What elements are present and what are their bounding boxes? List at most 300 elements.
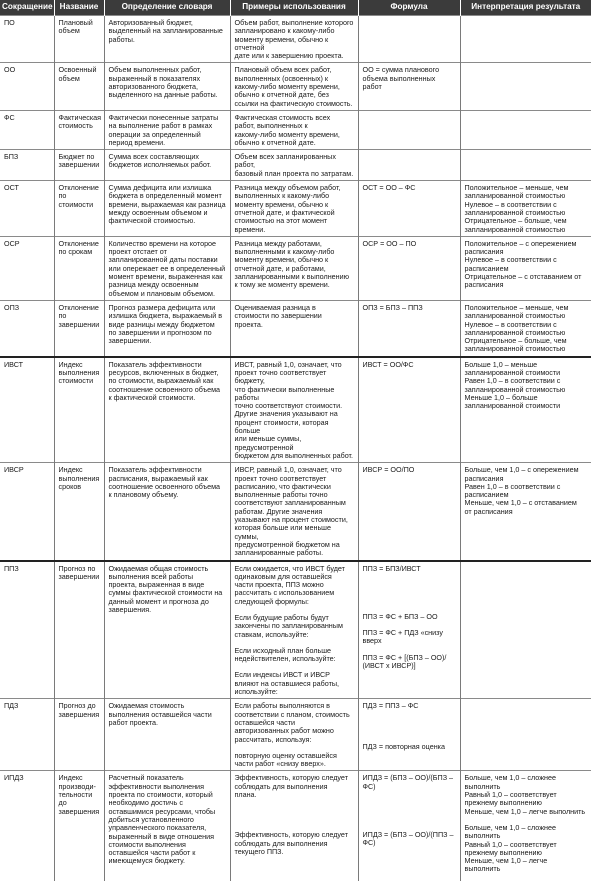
- cell-interpretation: [460, 300, 591, 356]
- table-row: [0, 63, 591, 110]
- cell-text-line: бюджетом для выполненных работ.: [234, 450, 354, 460]
- cell-text-line: Отрицательное – с отставанием от: [464, 272, 582, 282]
- cell-text-line: Показатель эффективности: [108, 359, 202, 369]
- cell-examples: [230, 63, 358, 110]
- cell-text-line: Меньше 1,0 – больше: [464, 392, 538, 402]
- cell-text-line: Эффективность, которую следует: [234, 830, 348, 840]
- cell-text-line: завершении: [58, 571, 100, 581]
- cell-interpretation: [460, 63, 591, 110]
- cell-text-line: Бюджет по: [58, 152, 95, 162]
- cell-text-line: ПДЗ: [4, 701, 19, 711]
- cell-text-line: проекта.: [234, 319, 263, 329]
- cell-text-line: ИВСТ: [4, 359, 24, 369]
- cell-text-line: расписания: [464, 247, 504, 257]
- cell-spacer: [235, 807, 355, 815]
- cell-text-line: Эффективность, которую следует: [234, 773, 348, 783]
- cell-text-line: необходимо достичь с: [108, 798, 184, 808]
- cell-text-line: Больше, чем 1,0 – сложнее: [464, 822, 556, 832]
- cell-abbreviation: [0, 110, 54, 149]
- cell-text-line: Равный 1,0 – соответствует: [464, 790, 557, 800]
- cell-text-line: влияют на оставшиеся работы,: [234, 678, 340, 688]
- cell-text-line: соответствии с планом, стоимость: [234, 709, 350, 719]
- cell-formula: [358, 561, 460, 699]
- cell-text-line: ИВСР, равный 1,0, означает, что: [234, 465, 342, 475]
- cell-text-line: соблюдать для выполнения: [234, 838, 328, 848]
- cell-text-line: какому-либо моменту времени,: [234, 129, 340, 139]
- cell-text-line: соотношение освоенного объема: [108, 384, 221, 394]
- cell-text-line: выполненных к какому-либо: [234, 191, 330, 201]
- cell-text-line: суммы фактической стоимости на: [108, 588, 223, 598]
- cell-interpretation: [460, 699, 591, 771]
- header-row: [0, 0, 591, 16]
- cell-text-line: бюджетов исполняемых работ.: [108, 160, 212, 170]
- cell-examples: [230, 150, 358, 181]
- cell-text-line: ПДЗ = повторная оценка: [362, 741, 445, 751]
- cell-text-line: рассчитать с использованием: [234, 588, 335, 598]
- cell-spacer: [363, 719, 457, 727]
- cell-text-line: авторизованных работ можно: [234, 726, 334, 736]
- cell-examples: [230, 463, 358, 561]
- cell-text-line: ресурсов, включенных в бюджет,: [108, 367, 219, 377]
- cell-text-line: работ проекта.: [108, 717, 159, 727]
- cell-text-line: дате или к завершению проекта.: [234, 51, 344, 61]
- cell-text-line: выполненными к какому-либо: [234, 247, 335, 257]
- cell-text-line: недействителен, используйте:: [234, 654, 336, 664]
- cell-interpretation: [460, 150, 591, 181]
- cell-interpretation: [460, 561, 591, 699]
- cell-text-line: Другие значения указывают на: [234, 409, 338, 419]
- cell-text-line: проект точно соответствует бюджету,: [234, 367, 327, 386]
- cell-text-line: обычно к отчетной дате, без: [234, 90, 329, 100]
- cell-definition: [104, 16, 230, 63]
- cell-spacer: [235, 799, 355, 807]
- cell-abbreviation: [0, 771, 54, 881]
- cell-definition: [104, 771, 230, 881]
- cell-examples: [230, 16, 358, 63]
- cell-text-line: моменту времени, обычно к: [234, 199, 329, 209]
- cell-text-line: выполнения оставшейся части: [108, 709, 212, 719]
- cell-formula: [358, 300, 460, 356]
- cell-text-line: расписанию, что фактически: [234, 481, 331, 491]
- cell-definition: [104, 181, 230, 237]
- cell-interpretation: [460, 463, 591, 561]
- table-row: [0, 181, 591, 237]
- cell-spacer: [363, 815, 457, 823]
- cell-definition: [104, 63, 230, 110]
- cell-text-line: операции за определенный: [108, 129, 201, 139]
- cell-spacer: [363, 727, 457, 735]
- cell-text-line: обычно к отчетной дате.: [234, 137, 316, 147]
- cell-text-line: работам. Другие значения: [234, 506, 323, 516]
- cell-text-line: одинаковым для оставшейся: [234, 571, 332, 581]
- table-row: [0, 110, 591, 149]
- cell-text-line: проект отстает от: [108, 247, 167, 257]
- cell-text-line: излишка бюджета, выражаемый в: [108, 311, 223, 321]
- cell-abbreviation: [0, 16, 54, 63]
- cell-formula: [358, 150, 460, 181]
- table-row: [0, 16, 591, 63]
- cell-spacer: [363, 589, 457, 597]
- cell-text-line: стоимостью на этот момент времени.: [234, 216, 328, 234]
- cell-text-line: оставшимися ресурсами, чтобы: [108, 806, 216, 816]
- cell-text-line: ссылки на фактическую стоимость.: [234, 98, 353, 108]
- cell-text-line: расписанием: [464, 490, 509, 500]
- cell-text-line: Если будущие работы будут: [234, 613, 329, 622]
- cell-text-line: Индекс: [58, 465, 83, 475]
- cell-text-line: плана.: [234, 790, 257, 800]
- cell-text-line: разница между освоенным: [108, 280, 199, 290]
- column-header-abbreviation: Сокращение: [0, 0, 54, 16]
- cell-text-line: Объем работ, выполнение которого: [234, 18, 354, 27]
- cell-text-line: Если ожидается, что ИВСТ будет: [234, 563, 345, 573]
- cell-formula: [358, 63, 460, 110]
- cell-text-line: Меньше, чем 1,0 – легче: [464, 856, 548, 866]
- cell-name: [54, 16, 104, 63]
- cell-text-line: ППЗ = ФС + ПДЗ «снизу: [362, 628, 443, 638]
- cell-text-line: выраженный в виде отношения: [108, 831, 214, 841]
- cell-interpretation: [460, 771, 591, 881]
- cell-text-line: ППЗ = БПЗ/ИВСТ: [362, 563, 421, 573]
- cell-text-line: Меньше, чем 1,0 – легче выполнить: [464, 806, 586, 816]
- cell-text-line: соотношение освоенного объема: [108, 481, 221, 491]
- cell-text-line: точно соответствуют стоимости.: [234, 401, 343, 411]
- cell-interpretation: [460, 357, 591, 463]
- cell-text-line: сроков: [58, 481, 82, 491]
- cell-text-line: виде разницы между бюджетом: [108, 319, 215, 329]
- cell-text-line: Нулевое – в соответствии с: [464, 199, 557, 209]
- cell-text-line: части работ «снизу вверх».: [234, 759, 326, 769]
- cell-text-line: следующей формулы:: [234, 596, 309, 606]
- cell-text-line: Если исходный план больше: [234, 645, 332, 655]
- cell-spacer: [363, 573, 457, 581]
- cell-text-line: ИВСР: [4, 465, 24, 475]
- cell-text-line: Сумма всех составляющих: [108, 152, 199, 162]
- cell-text-line: указывают на процент стоимости,: [234, 515, 348, 525]
- cell-text-line: Меньше, чем 1,0 – с отставанием: [464, 498, 577, 508]
- cell-definition: [104, 357, 230, 463]
- cell-text-line: Отрицательное – больше, чем: [464, 336, 567, 346]
- cell-text-line: выполненные работы точно: [234, 490, 328, 500]
- cell-text-line: запланировано к какому-либо: [234, 26, 335, 36]
- cell-text-line: тельности до: [58, 790, 93, 808]
- cell-text-line: объем: [58, 26, 80, 36]
- cell-text-line: Плановый объем всех работ,: [234, 65, 332, 75]
- cell-text-line: Равен 1,0 – в соответствии с: [464, 376, 561, 386]
- cell-text-line: по стоимости, выражаемый как: [108, 376, 214, 386]
- cell-text-line: ОСР = ОО – ПО: [362, 238, 417, 248]
- column-header-formula: Формула: [358, 0, 460, 16]
- cell-abbreviation: [0, 561, 54, 699]
- cell-text-line: завершении.: [108, 336, 152, 346]
- cell-interpretation: [460, 110, 591, 149]
- cell-text-line: предусмотренной бюджетом на: [234, 539, 340, 549]
- cell-text-line: Ожидаемая стоимость: [108, 701, 185, 711]
- cell-text-line: выделенный на запланированные: [108, 26, 223, 36]
- cell-text-line: стоимости выполнения: [108, 839, 186, 849]
- cell-text-line: проекта, выраженная в виде: [108, 580, 205, 590]
- cell-text-line: ФС): [362, 781, 376, 791]
- cell-text-line: фактической стоимостью.: [108, 216, 196, 226]
- cell-text-line: оставшейся части работ к: [108, 848, 196, 858]
- cell-text-line: по: [58, 191, 67, 201]
- cell-text-line: ПДЗ = ППЗ – ФС: [362, 701, 419, 711]
- cell-text-line: выполнения: [58, 367, 100, 377]
- cell-name: [54, 463, 104, 561]
- cell-text-line: управленческого показателя,: [108, 823, 207, 833]
- cell-text-line: между освоенным объемом и: [108, 207, 208, 217]
- cell-spacer: [363, 791, 457, 799]
- cell-name: [54, 236, 104, 300]
- cell-text-line: запланированной стоимости: [464, 401, 561, 411]
- cell-text-line: завершении: [58, 160, 100, 170]
- cell-text-line: запланированной стоимостью: [464, 207, 566, 217]
- cell-text-line: ИВСР = ОО/ПО: [362, 465, 415, 475]
- cell-formula: [358, 357, 460, 463]
- column-header-name: Название: [54, 0, 104, 16]
- cell-text-line: соответствуют запланированным: [234, 498, 346, 508]
- cell-text-line: моменту времени, обычно к отчетной: [234, 34, 329, 52]
- cell-text-line: ФС: [4, 112, 15, 122]
- cell-text-line: имеющемуся бюджету.: [108, 856, 186, 866]
- cell-text-line: запланированной стоимостью: [464, 384, 566, 394]
- cell-text-line: выполнения всей работы: [108, 571, 193, 581]
- cell-text-line: процент стоимости, которая больше: [234, 417, 329, 436]
- cell-abbreviation: [0, 300, 54, 356]
- cell-formula: [358, 463, 460, 561]
- column-header-interpretation: Интерпретация результата: [460, 0, 591, 16]
- cell-text-line: ОО: [4, 65, 16, 75]
- cell-text-line: выполнить: [464, 781, 501, 791]
- column-header-examples: Примеры использования: [230, 0, 358, 16]
- cell-text-line: Если работы выполняются в: [234, 701, 330, 711]
- cell-text-line: Показатель эффективности: [108, 465, 202, 475]
- cell-name: [54, 110, 104, 149]
- cell-text-line: ИПДЗ = (БПЗ – ОО)/(ППЗ –: [362, 830, 454, 840]
- cell-text-line: что фактически выполненные работы: [234, 384, 335, 402]
- cell-definition: [104, 300, 230, 356]
- cell-text-line: работ, выполненных к: [234, 121, 308, 131]
- cell-definition: [104, 150, 230, 181]
- cell-abbreviation: [0, 699, 54, 771]
- cell-text-line: которая больше или меньше суммы,: [234, 523, 331, 541]
- cell-text-line: повторную оценку оставшейся: [234, 750, 337, 760]
- cell-abbreviation: [0, 150, 54, 181]
- cell-examples: [230, 699, 358, 771]
- cell-text-line: Отклонение: [58, 302, 99, 312]
- cell-text-line: объем: [58, 73, 80, 83]
- cell-text-line: Отклонение: [58, 183, 99, 193]
- cell-text-line: Плановый: [58, 18, 93, 27]
- cell-text-line: Количество времени на которое: [108, 238, 217, 248]
- cell-examples: [230, 357, 358, 463]
- cell-text-line: период времени.: [108, 137, 166, 147]
- cell-text-line: стоимость: [58, 121, 93, 131]
- cell-formula: [358, 16, 460, 63]
- cell-text-line: прежнему выполнению: [464, 847, 542, 857]
- cell-formula: [358, 181, 460, 237]
- cell-text-line: запланированные работы.: [234, 548, 324, 558]
- cell-examples: [230, 181, 358, 237]
- cell-text-line: соблюдать для выполнения: [234, 781, 328, 791]
- cell-text-line: Больше, чем 1,0 – с опережением: [464, 465, 579, 475]
- cell-spacer: [363, 581, 457, 589]
- cell-abbreviation: [0, 463, 54, 561]
- cell-formula: [358, 110, 460, 149]
- cell-text-line: ОСТ: [4, 183, 19, 193]
- cell-text-line: БПЗ: [4, 152, 19, 162]
- cell-spacer: [235, 815, 355, 823]
- cell-formula: [358, 236, 460, 300]
- cell-examples: [230, 300, 358, 356]
- cell-text-line: ОПЗ: [4, 302, 20, 312]
- cell-text-line: отчетной дате, и работами,: [234, 263, 326, 273]
- cell-text-line: стоимости: [58, 199, 94, 209]
- cell-abbreviation: [0, 236, 54, 300]
- cell-text-line: запланированными к выполнению: [234, 272, 350, 282]
- cell-spacer: [363, 807, 457, 815]
- cell-text-line: момент времени, выраженная как: [108, 272, 223, 282]
- table-row: [0, 561, 591, 699]
- cell-name: [54, 150, 104, 181]
- cell-text-line: запланированной даты поставки: [108, 255, 218, 265]
- table-row: [0, 463, 591, 561]
- cell-examples: [230, 236, 358, 300]
- cell-text-line: расписания: [464, 473, 504, 483]
- cell-text-line: Расчетный показатель: [108, 773, 184, 783]
- cell-text-line: объемом и плановым объемом.: [108, 288, 215, 298]
- cell-text-line: завершения.: [108, 605, 152, 614]
- cell-text-line: Прогноз до: [58, 701, 96, 711]
- cell-formula: [358, 771, 460, 881]
- cell-text-line: ИПДЗ: [4, 773, 24, 783]
- cell-examples: [230, 561, 358, 699]
- cell-interpretation: [460, 236, 591, 300]
- cell-text-line: текущего ППЗ.: [234, 846, 284, 856]
- cell-text-line: Освоенный: [58, 65, 97, 75]
- cell-text-line: Объем выполненных работ,: [108, 65, 202, 75]
- cell-text-line: Если индексы ИВСТ и ИВСР: [234, 670, 330, 680]
- cell-text-line: ППЗ = ФС + БПЗ – ОО: [362, 611, 438, 621]
- cell-text-line: Прогноз по: [58, 563, 96, 573]
- cell-text-line: рассчитать, используя:: [234, 734, 312, 744]
- cell-text-line: по: [58, 311, 67, 321]
- cell-text-line: расписания, выражаемый как: [108, 473, 208, 483]
- cell-name: [54, 63, 104, 110]
- cell-text-line: объема выполненных работ: [362, 73, 436, 92]
- table-row: [0, 300, 591, 356]
- cell-text-line: ППЗ = ФС + [(БПЗ – ОО)/: [362, 652, 447, 662]
- cell-text-line: запланированной стоимостью: [464, 311, 566, 321]
- cell-text-line: завершения: [58, 806, 100, 816]
- cell-text-line: используйте:: [234, 687, 278, 697]
- cell-text-line: Фактическая стоимость всех: [234, 112, 331, 122]
- cell-name: [54, 771, 104, 881]
- cell-text-line: завершении: [58, 319, 100, 329]
- cell-text-line: Разница между объемом работ,: [234, 183, 341, 193]
- cell-text-line: запланированной стоимости: [464, 367, 561, 377]
- cell-text-line: (ИВСТ х ИВСР)]: [362, 661, 416, 670]
- cell-text-line: Ожидаемая общая стоимость: [108, 563, 209, 573]
- cell-text-line: проект точно соответствует: [234, 473, 327, 483]
- cell-spacer: [363, 799, 457, 807]
- cell-text-line: ОПЗ = БПЗ – ППЗ: [362, 302, 423, 312]
- table-row: [0, 699, 591, 771]
- cell-abbreviation: [0, 181, 54, 237]
- cell-text-line: ИВСТ = ОО/ФС: [362, 359, 414, 369]
- cell-text-line: расписанием: [464, 263, 509, 273]
- cell-name: [54, 561, 104, 699]
- cell-name: [54, 699, 104, 771]
- cell-text-line: Отклонение: [58, 238, 99, 248]
- cell-text-line: расписания: [464, 280, 504, 290]
- cell-text-line: Нулевое – в соответствии с: [464, 255, 557, 265]
- cell-text-line: Положительное – меньше, чем: [464, 183, 569, 193]
- cell-name: [54, 181, 104, 237]
- cell-text-line: ОО = сумма планового: [362, 65, 440, 75]
- cell-text-line: Положительное – с опережением: [464, 238, 577, 248]
- cell-text-line: Фактическая: [58, 112, 102, 122]
- cell-text-line: Прогноз размера дефицита или: [108, 302, 216, 312]
- cell-text-line: добиться установленного: [108, 814, 194, 824]
- cell-text-line: Равен 1,0 – в соответствии с: [464, 481, 561, 491]
- cell-text-line: по срокам: [58, 247, 93, 257]
- cell-text-line: Фактически понесенные затраты: [108, 112, 219, 122]
- cell-text-line: выполнить: [464, 864, 501, 874]
- cell-text-line: моменту времени, обычно к: [234, 255, 329, 265]
- cell-text-line: времени, выражаемая как разница: [108, 199, 226, 209]
- cell-text-line: выполнения: [58, 473, 100, 483]
- cell-definition: [104, 110, 230, 149]
- table-row: [0, 357, 591, 463]
- cell-text-line: проекта по стоимости, который: [108, 790, 213, 800]
- table-row: [0, 771, 591, 881]
- cell-text-line: Больше, чем 1,0 – сложнее: [464, 773, 556, 783]
- cell-text-line: запланированной стоимостью: [464, 327, 566, 337]
- cell-text-line: Объем всех запланированных работ,: [234, 152, 336, 170]
- cell-text-line: к тому же моменту времени.: [234, 280, 330, 290]
- cell-interpretation: [460, 181, 591, 237]
- cell-text-line: Нулевое – в соответствии с: [464, 319, 557, 329]
- cell-text-line: производи-: [58, 781, 96, 791]
- cell-text-line: запланированной стоимостью: [464, 344, 566, 354]
- table-body: [0, 16, 591, 881]
- table-row: [0, 150, 591, 181]
- cell-text-line: или меньше суммы, предусмотренной: [234, 434, 302, 452]
- cell-text-line: выраженный в показателях: [108, 73, 201, 83]
- cell-text-line: на выполнение работ в рамках: [108, 121, 213, 131]
- cell-spacer: [363, 597, 457, 605]
- cell-text-line: ФС): [362, 838, 376, 848]
- cell-text-line: запланированной стоимостью: [464, 224, 566, 234]
- cell-text-line: Сумма дефицита или излишка: [108, 183, 212, 193]
- cell-text-line: выделенного на данные работы.: [108, 90, 218, 100]
- cell-examples: [230, 110, 358, 149]
- cell-definition: [104, 463, 230, 561]
- cell-text-line: ИПДЗ = (БПЗ – ОО)/(БПЗ –: [362, 773, 454, 783]
- cell-text-line: вверх: [362, 636, 382, 646]
- cell-text-line: Разница между работами,: [234, 238, 322, 248]
- cell-text-line: отчетной дате, и фактической: [234, 207, 335, 217]
- cell-text-line: ИВСТ, равный 1,0, означает, что: [234, 359, 342, 369]
- cell-definition: [104, 699, 230, 771]
- cell-text-line: Равный 1,0 – соответствует: [464, 839, 557, 849]
- cell-text-line: ОСР: [4, 238, 20, 248]
- cell-spacer: [363, 711, 457, 719]
- column-header-definition: Определение словаря: [104, 0, 230, 16]
- cell-text-line: данный момент и прогноза до: [108, 596, 209, 606]
- cell-text-line: выполнить: [464, 831, 501, 841]
- cell-definition: [104, 236, 230, 300]
